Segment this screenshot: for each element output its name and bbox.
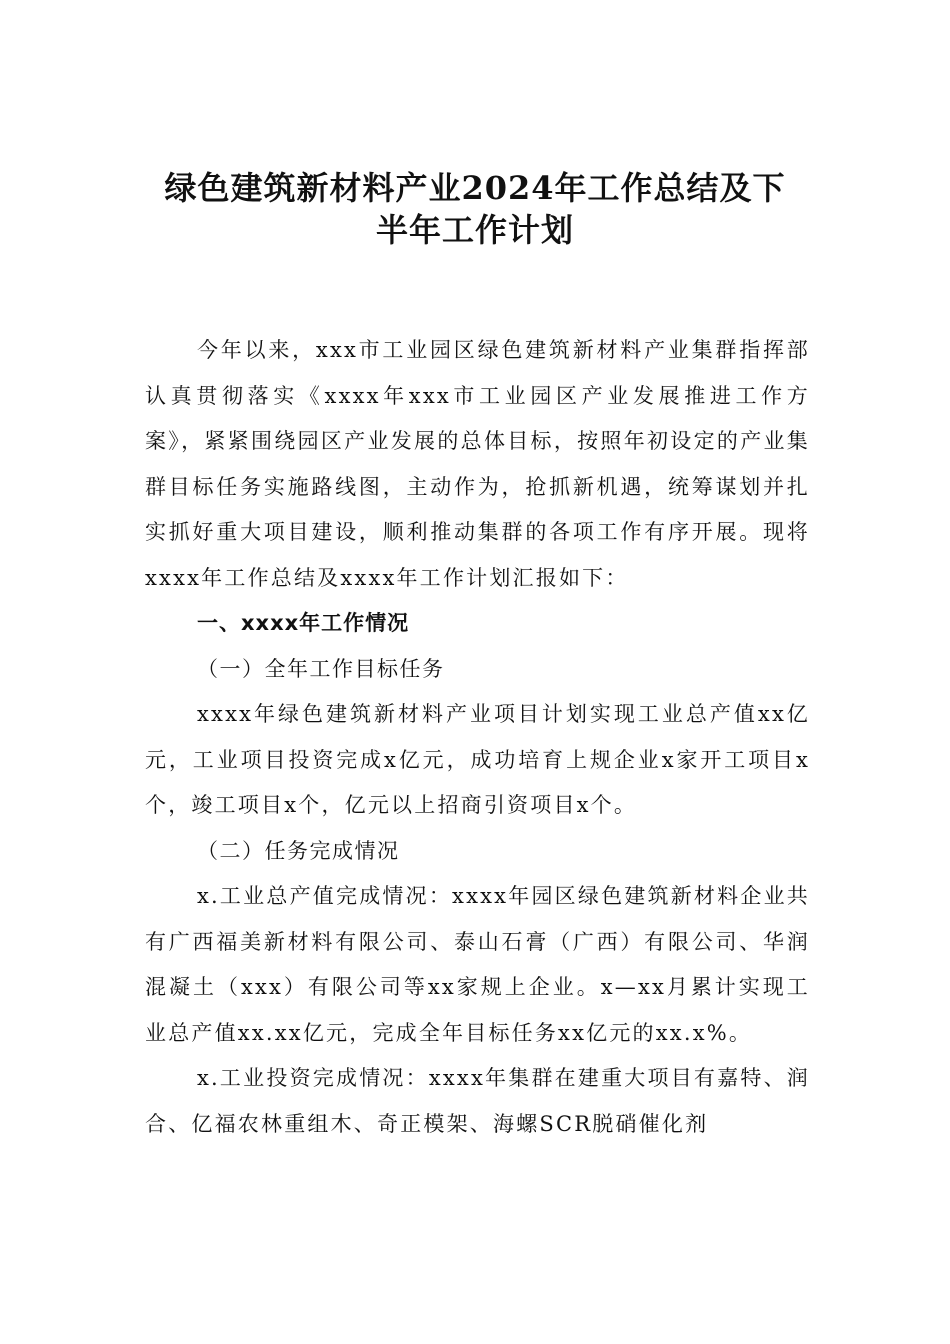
output-paragraph: x.工业总产值完成情况：xxxx年园区绿色建筑新材料企业共有广西福美新材料有限公司、泰山石膏（广西）有限公司、华润混凝土（xxx）有限公司等xx家规上企业。x—xx月累计实现工业总产值xx.xx亿元，完成全年目标任务xx亿元的xx.x%。 <box>145 884 810 1045</box>
investment-paragraph: x.工业投资完成情况：xxxx年集群在建重大项目有嘉特、润合、亿福农林重组木、奇正模架、海螺SCR脱硝催化剂 <box>145 1066 810 1136</box>
section-heading-1: 一、xxxx年工作情况 <box>197 611 410 635</box>
document-body <box>145 328 810 1147</box>
subsection-heading-1: （一）全年工作目标任务 <box>197 656 445 681</box>
intro-paragraph: 今年以来，xxx市工业园区绿色建筑新材料产业集群指挥部认真贯彻落实《xxxx年xxx市工业园区产业发展推进工作方案》，紧紧围绕园区产业发展的总体目标，按照年初设定的产业集群目标任务实施路线图，主动作为，抢抓新机遇，统筹谋划并扎实抓好重大项目建设，顺利推动集群的各项工作有序开展。现将xxxx年工作总结及xxxx年工作计划汇报如下： <box>145 338 810 590</box>
targets-paragraph: xxxx年绿色建筑新材料产业项目计划实现工业总产值xx亿元，工业项目投资完成x亿元，成功培育上规企业x家开工项目x个，竣工项目x个，亿元以上招商引资项目x个。 <box>145 702 810 817</box>
document-title-line-2: 半年工作计划 <box>375 211 574 249</box>
subsection-heading-2: （二）任务完成情况 <box>197 838 400 863</box>
document-title-line-1: 绿色建筑新材料产业2024年工作总结及下 <box>164 169 786 207</box>
